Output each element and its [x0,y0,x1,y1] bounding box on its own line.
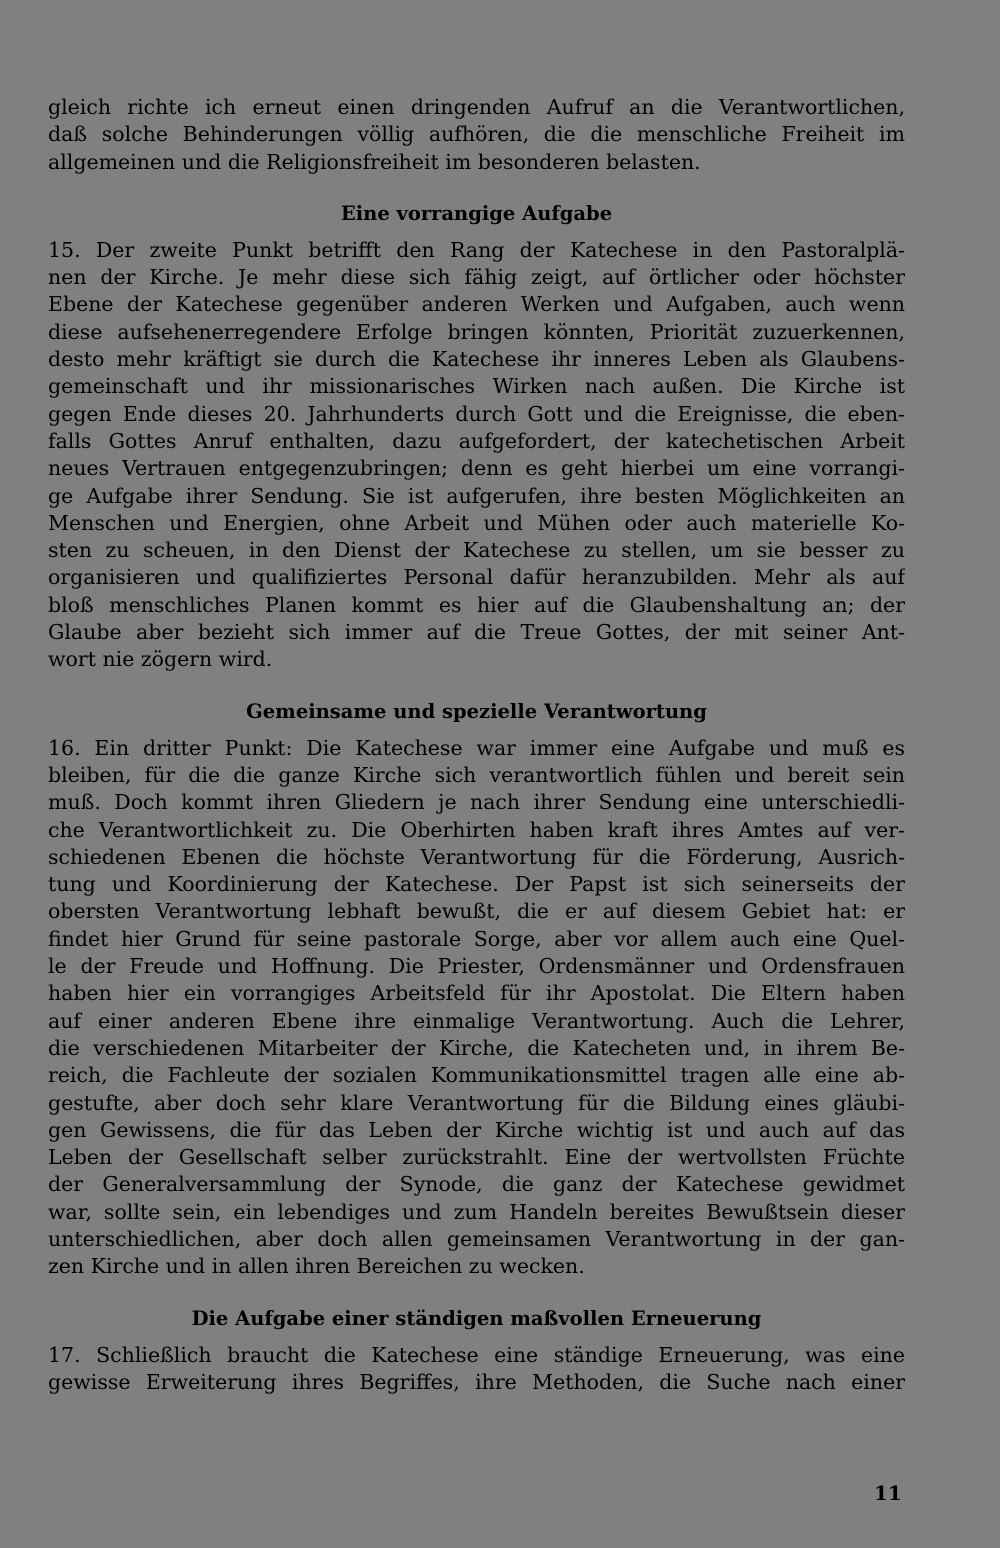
text-line: gestufte, aber doch sehr klare Verantwortung für die Bildung eines gläubi- [48,1090,905,1115]
text-line: nen der Kirche. Je mehr diese sich fähig zeigt, auf örtlicher oder höchster [48,265,905,290]
paragraph-16 [48,735,905,1281]
text-line: gleich richte ich erneut einen dringenden Aufruf an die Verantwortlichen, [48,95,905,119]
section-heading: Die Aufgabe einer ständigen maßvollen Erneuerung [191,1306,762,1330]
text-line: 15. Der zweite Punkt betrifft den Rang der Katechese in den Pastoralplä- [48,237,905,262]
text-line: neues Vertrauen entgegenzubringen; denn es geht hierbei um eine vorrangi- [48,456,905,481]
text-column [48,94,905,1396]
text-line: sten zu scheuen, in den Dienst der Katechese zu stellen, um sie besser zu [48,538,905,563]
text-line: allgemeinen und die Religionsfreiheit im besonderen belasten. [48,149,701,174]
text-line: 17. Schließlich braucht die Katechese eine ständige Erneuerung, was eine [48,1342,905,1367]
text-line: zen Kirche und in allen ihren Bereichen zu wecken. [48,1254,585,1279]
text-line: auf einer anderen Ebene ihre einmalige Verantwortung. Auch die Lehrer, [48,1008,905,1033]
text-line: unterschiedlichen, aber doch allen gemeinsamen Verantwortung in der gan- [48,1226,905,1251]
text-line: obersten Verantwortung lebhaft bewußt, die er auf diesem Gebiet hat: er [48,899,905,924]
paragraph-intro [48,94,905,176]
text-line: reich, die Fachleute der sozialen Kommunikationsmittel tragen alle eine ab- [48,1063,905,1088]
text-line: Menschen und Energien, ohne Arbeit und Mühen oder auch materielle Ko- [48,510,905,535]
text-line: ge Aufgabe ihrer Sendung. Sie ist aufgerufen, ihre besten Möglichkeiten an [48,483,905,508]
text-line: war, sollte sein, ein lebendiges und zum Handeln bereites Bewußtsein dieser [48,1199,905,1224]
text-line: haben hier ein vorrangiges Arbeitsfeld für ihr Apostolat. Die Eltern haben [48,981,905,1006]
paragraph-15 [48,237,905,674]
text-line: 16. Ein dritter Punkt: Die Katechese war immer eine Aufgabe und muß es [48,735,905,760]
text-line: gegen Ende dieses 20. Jahrhunderts durch Gott und die Ereignisse, die eben- [48,401,905,426]
text-line: gewisse Erweiterung ihres Begriffes, ihre Methoden, die Suche nach einer [48,1369,905,1394]
paragraph-17 [48,1342,905,1397]
text-line: bleiben, für die die ganze Kirche sich verantwortlich fühlen und bereit sein [48,762,905,787]
text-line: diese aufsehenerregendere Erfolge bringen könnten, Priorität zuzuerkennen, [48,319,905,344]
text-line: gemeinschaft und ihr missionarisches Wirken nach außen. Die Kirche ist [48,374,905,399]
page-number: 11 [874,1481,902,1505]
text-line: Ebene der Katechese gegenüber anderen Werken und Aufgaben, auch wenn [48,292,905,317]
text-line: daß solche Behinderungen völlig aufhören, die die menschliche Freiheit im [48,122,905,147]
text-line: schiedenen Ebenen die höchste Verantwortung für die Förderung, Ausrich- [48,844,905,869]
text-line: der Generalversammlung der Synode, die ganz der Katechese gewidmet [48,1172,905,1197]
text-line: che Verantwortlichkeit zu. Die Oberhirten haben kraft ihres Amtes auf ver- [48,817,905,842]
text-line: die verschiedenen Mitarbeiter der Kirche, die Katecheten und, in ihrem Be- [48,1035,905,1060]
text-line: desto mehr kräftigt sie durch die Katechese ihr inneres Leben als Glaubens- [48,347,905,372]
text-line: organisieren und qualifiziertes Personal dafür heranzubilden. Mehr als auf [48,565,905,590]
text-line: findet hier Grund für seine pastorale Sorge, aber vor allem auch eine Quel- [48,926,905,951]
text-line: le der Freude und Hoffnung. Die Priester, Ordensmänner und Ordensfrauen [48,954,905,979]
text-line: tung und Koordinierung der Katechese. Der Papst ist sich seinerseits der [48,872,905,897]
text-line: bloß menschliches Planen kommt es hier auf die Glaubenshaltung an; der [48,592,905,617]
text-line: muß. Doch kommt ihren Gliedern je nach ihrer Sendung eine unterschiedli- [48,790,905,815]
text-line: wort nie zögern wird. [48,647,273,672]
text-line: falls Gottes Anruf enthalten, dazu aufgefordert, der katechetischen Arbeit [48,428,905,453]
section-heading: Eine vorrangige Aufgabe [340,201,613,225]
text-line: gen Gewissens, die für das Leben der Kirche wichtig ist und auch auf das [48,1117,905,1142]
section-heading: Gemeinsame und spezielle Verantwortung [246,699,707,723]
text-line: Leben der Gesellschaft selber zurückstrahlt. Eine der wertvollsten Früchte [48,1145,905,1170]
text-line: Glaube aber bezieht sich immer auf die Treue Gottes, der mit seiner Ant- [48,620,905,645]
